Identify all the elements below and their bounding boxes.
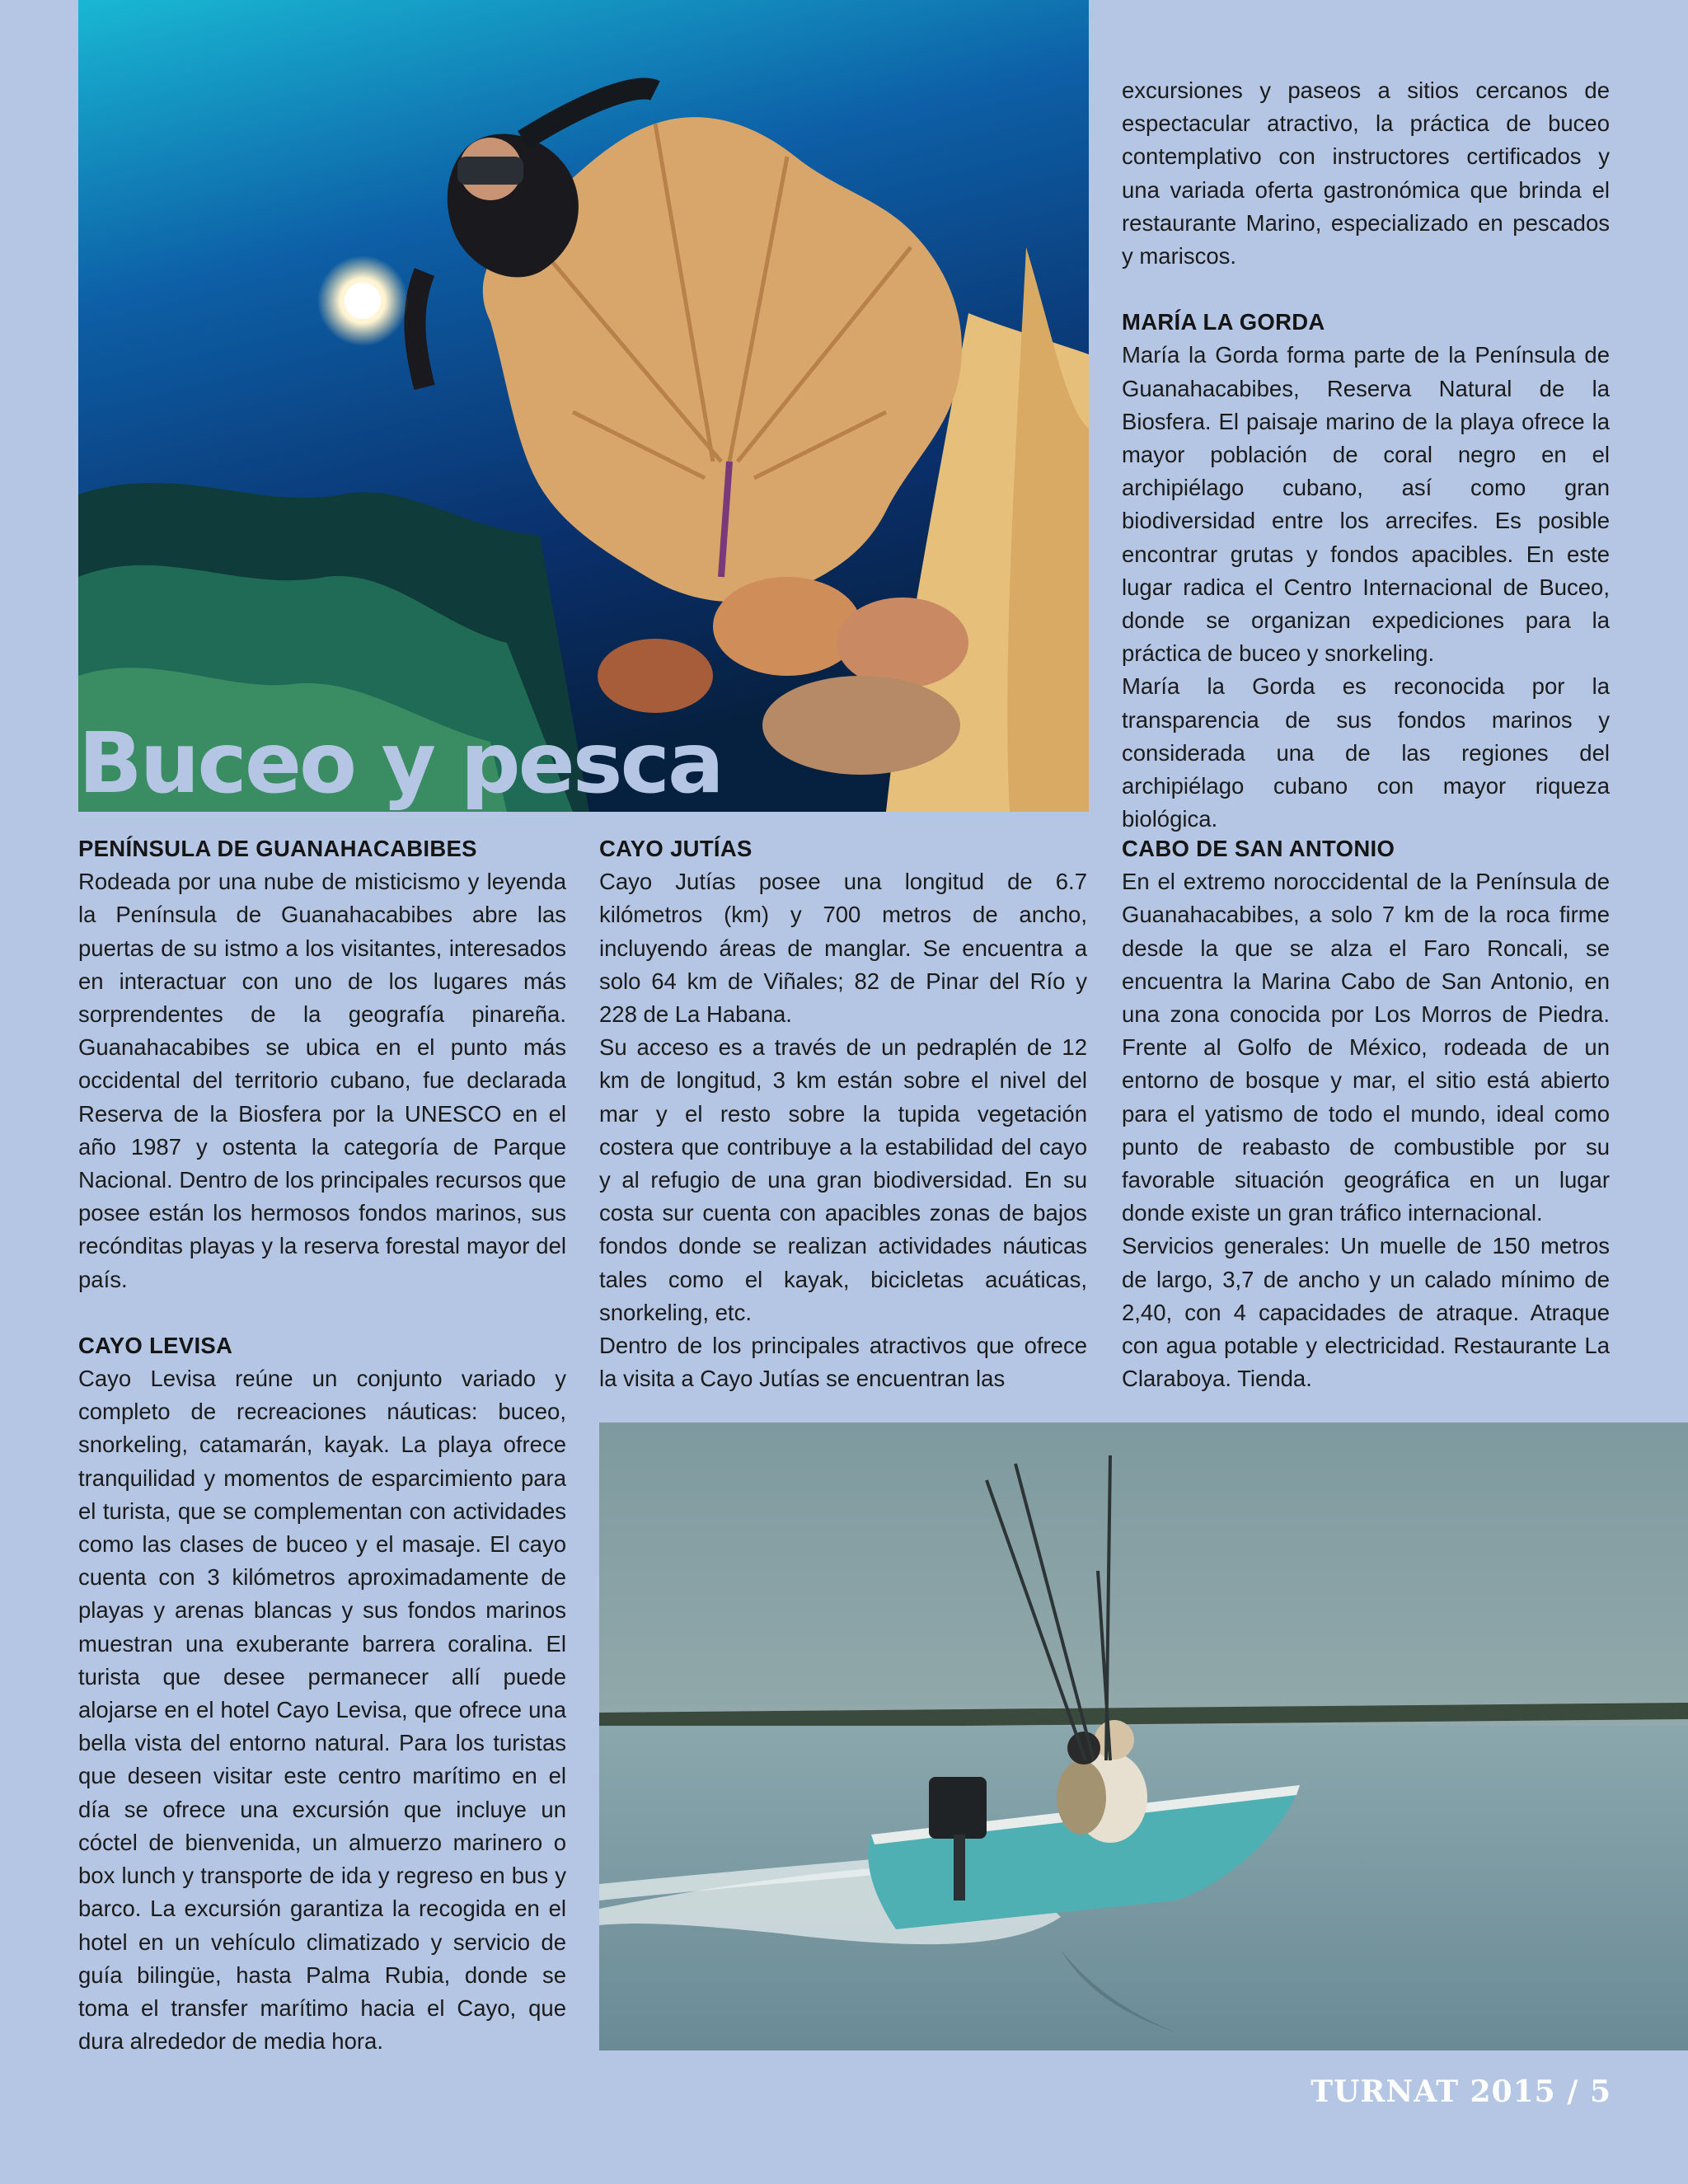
maria-la-gorda-heading: MARÍA LA GORDA <box>1122 309 1325 335</box>
maria-la-gorda-paragraph: María la Gorda forma parte de la Península de Guanahacabibes, Reserva Natural de la Biosfera. El paisaje marino de la playa ofrece la mayor población de coral negro en el archipiélago cubano, así como gran biodiversidad entre los arrecifes. Es posible encontrar grutas y fondos apacibles. En este lugar radica el Centro Internacional de Buceo, donde se organizan expediciones para la práctica de buceo y snorkeling. <box>1122 342 1610 667</box>
page-folio: TURNAT 2015 / 5 <box>1311 2074 1611 2109</box>
column-right-bottom <box>1122 832 1610 1395</box>
boat-photo <box>599 1422 1688 2050</box>
cabo-san-antonio-heading: CABO DE SAN ANTONIO <box>1122 836 1395 861</box>
cayo-levisa-paragraph: Cayo Levisa reúne un conjunto variado y completo de recreaciones náuticas: buceo, snorkeling, catamarán, kayak. La playa ofrece tranquilidad y momentos de esparcimiento para el turista, que se complementan con actividades como las clases de buceo y el masaje. El cayo cuenta con 3 kilómetros aproximadamente de playas y arenas blancas y sus fondos marinos muestran una exuberante barrera coralina. El turista que desee permanecer allí puede alojarse en el hotel Cayo Levisa, que ofrece una bella vista del entorno natural. Para los turistas que deseen visitar este centro marítimo en el día se ofrece una excursión que incluye un cóctel de bienvenida, un almuerzo marinero o box lunch y transporte de ida y regreso en bus y barco. La excursión garantiza la recogida en el hotel en un vehículo climatizado y servicio de guía bilingüe, hasta Palma Rubia, donde se toma el transfer marítimo hacia el Cayo, que dura alrededor de media hora. <box>78 1366 566 2055</box>
cabo-san-antonio-paragraph: Servicios generales: Un muelle de 150 metros de largo, 3,7 de ancho y un calado mínimo de 2,40, con 4 capacidades de atraque. Atraque con agua potable y electricidad. Restaurante La Claraboya. Tienda. <box>1122 1233 1610 1392</box>
page-title: Buceo y pesca <box>78 715 722 813</box>
cayo-jutias-paragraph: Dentro de los principales atractivos que ofrece la visita a Cayo Jutías se encuentran las <box>599 1333 1087 1392</box>
cayo-levisa-heading: CAYO LEVISA <box>78 1332 233 1358</box>
hero-photo <box>78 0 1089 812</box>
cayo-jutias-heading: CAYO JUTÍAS <box>599 836 753 861</box>
guanahacabibes-heading: PENÍNSULA DE GUANAHACABIBES <box>78 836 477 861</box>
cayo-jutias-paragraph: Su acceso es a través de un pedraplén de 12 km de longitud, 3 km están sobre el nivel del mar y el resto sobre la tupida vegetación costera que contribuye a la estabilidad del cayo y al refugio de una gran biodiversidad. En su costa sur cuenta con apacibles zonas de bajos fondos donde se realizan actividades náuticas tales como el kayak, bicicletas acuáticas, snorkeling, etc. <box>599 1034 1087 1325</box>
column-middle <box>599 832 1087 1395</box>
intro-continued-paragraph: excursiones y paseos a sitios cercanos de espectacular atractivo, la práctica de buceo contemplativo con instructores certificados y una variada oferta gastronómica que brinda el restaurante Marino, especializado en pescados y mariscos. <box>1122 77 1610 269</box>
column-right-top <box>1122 74 1610 836</box>
cayo-jutias-paragraph: Cayo Jutías posee una longitud de 6.7 kilómetros (km) y 700 metros de ancho, incluyendo áreas de manglar. Se encuentra a solo 64 km de Viñales; 82 de Pinar del Río y 228 de La Habana. <box>599 869 1087 1028</box>
maria-la-gorda-paragraph: María la Gorda es reconocida por la transparencia de sus fondos marinos y considerada una de las regiones del archipiélago cubano con mayor riqueza biológica. <box>1122 673 1610 832</box>
column-left <box>78 832 566 2058</box>
cabo-san-antonio-paragraph: En el extremo noroccidental de la Península de Guanahacabibes, a solo 7 km de la roca firme desde la que se alza el Faro Roncali, se encuentra la Marina Cabo de San Antonio, en una zona conocida por Los Morros de Piedra. Frente al Golfo de México, rodeada de un entorno de bosque y mar, el sitio está abierto para el yatismo de todo el mundo, ideal como punto de reabasto de combustible por su favorable situación geográfica en un lugar donde existe un gran tráfico internacional. <box>1122 869 1610 1226</box>
guanahacabibes-paragraph: Rodeada por una nube de misticismo y leyenda la Península de Guanahacabibes abre las puertas de su istmo a los visitantes, interesados en interactuar con uno de los lugares más sorprendentes de la geografía pinareña. Guanahacabibes se ubica en el punto más occidental del territorio cubano, fue declarada Reserva de la Biosfera por la UNESCO en el año 1987 y ostenta la categoría de Parque Nacional. Dentro de los principales recursos que posee están los hermosos fondos marinos, sus recónditas playas y la reserva forestal mayor del país. <box>78 869 566 1292</box>
